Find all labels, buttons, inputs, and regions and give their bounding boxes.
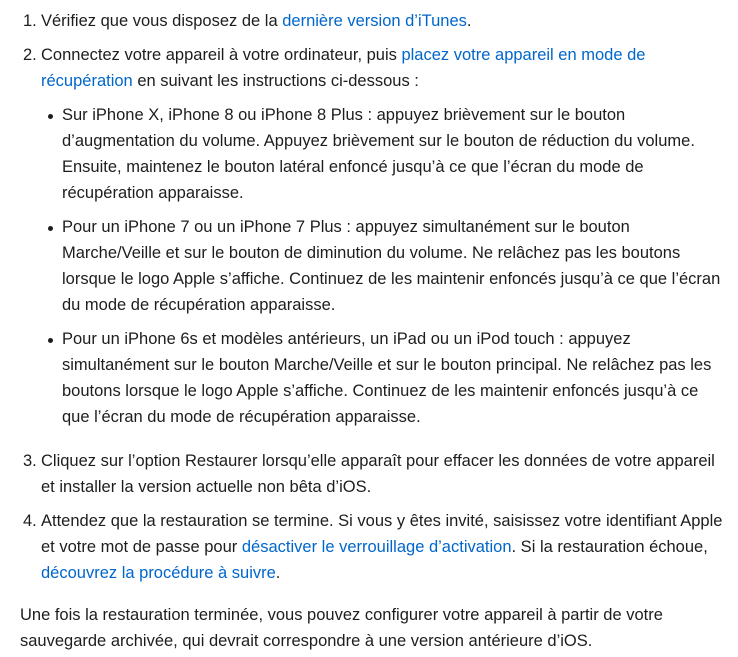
closing-paragraph: Une fois la restauration terminée, vous pouvez configurer votre appareil à partir de votre sauvegarde archivée, qui devrait correspondre à une version antérieure d’iOS. [20,606,663,650]
step-text: Cliquez sur l’option Restaurer lorsqu’elle apparaît pour effacer les données de votre appareil et installer la version actuelle non bêta d’iOS. [41,452,715,496]
bullet-text: Pour un iPhone 7 ou un iPhone 7 Plus : appuyez simultanément sur le bouton Marche/Veille et sur le bouton de diminution du volume. Ne relâchez pas les boutons lorsque le logo Apple s’affiche. Continuez de les maintenir enfoncés jusqu’à ce que l’écran du mode de récupération apparaisse. [62,218,721,314]
step-4 [20,508,724,586]
list-item [41,102,724,206]
bullet-icon [48,338,53,343]
step-number: 4. [23,512,37,530]
step-text: . [275,564,281,582]
list-item [41,214,724,318]
step-text: Connectez votre appareil à votre ordinateur, puis [41,46,402,64]
step-text: Vérifiez que vous disposez de la [41,12,283,30]
step-text: Attendez que la restauration se termine. Si vous y êtes invité, saisissez votre identifiant Apple et votre mot de passe pour [41,512,723,556]
step-number: 3. [23,452,37,470]
bullet-icon [48,114,53,119]
bullet-icon [48,226,53,231]
step-text: en suivant les instructions ci-dessous : [132,72,419,90]
recovery-mode-link[interactable]: placez votre appareil en mode de récupération [41,46,646,90]
bullet-text: Sur iPhone X, iPhone 8 ou iPhone 8 Plus : appuyez brièvement sur le bouton d’augmentation du volume. Appuyez brièvement sur le bouton de réduction du volume. Ensuite, maintenez le bouton latéral enfoncé jusqu’à ce que l’écran du mode de récupération apparaisse. [62,106,695,202]
steps-list [20,8,724,586]
learn-procedure-link[interactable]: découvrez la procédure à suivre [41,564,276,582]
step-text: . Si la restauration échoue, [511,538,708,556]
list-item [41,326,724,430]
disable-activation-lock-link[interactable]: désactiver le verrouillage d’activation [241,538,512,556]
recovery-instructions-list [41,102,724,430]
bullet-text: Pour un iPhone 6s et modèles antérieurs, un iPad ou un iPod touch : appuyez simultanément sur le bouton Marche/Veille et sur le bouton principal. Ne relâchez pas les boutons lorsque le logo Apple s’affiche. Continuez de les maintenir enfoncés jusqu’à ce que l’écran du mode de récupération apparaisse. [62,330,712,426]
step-number: 2. [23,46,37,64]
step-3 [20,448,724,500]
latest-itunes-link[interactable]: dernière version d’iTunes [282,12,467,30]
step-2 [20,42,724,430]
step-number: 1. [23,12,37,30]
step-text: . [466,12,472,30]
step-1 [20,8,724,34]
